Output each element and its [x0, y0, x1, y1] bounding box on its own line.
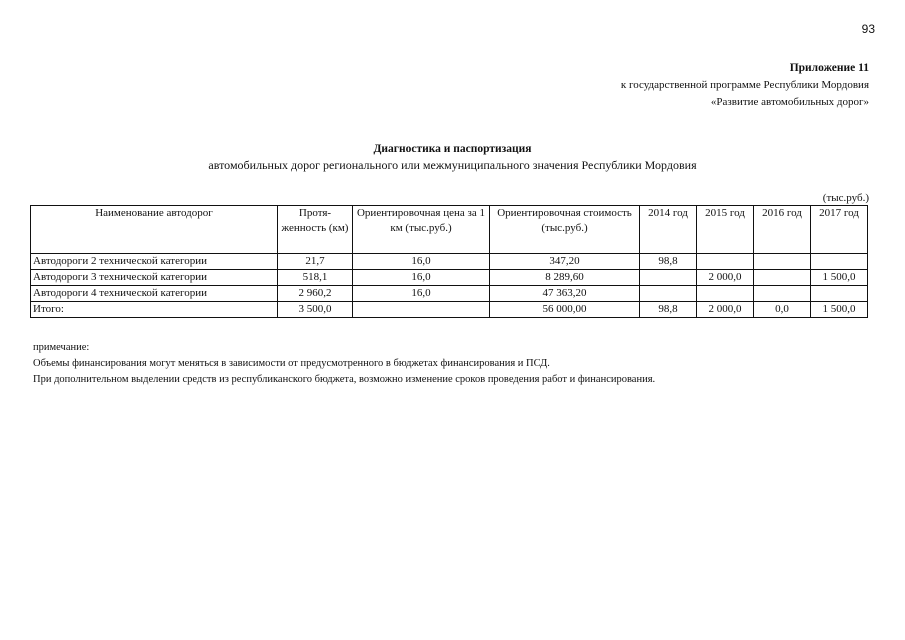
- cell-2015: 2 000,0: [697, 270, 754, 286]
- header-2016: 2016 год: [754, 206, 811, 254]
- cell-cost: 347,20: [490, 254, 640, 270]
- cell-2016: [754, 254, 811, 270]
- cell-cost: 8 289,60: [490, 270, 640, 286]
- table-row: [31, 254, 868, 270]
- cell-2014: 98,8: [640, 302, 697, 318]
- header-name: Наименование автодорог: [31, 206, 278, 254]
- appendix-title: Приложение 11: [789, 62, 869, 74]
- cell-price: 16,0: [353, 286, 490, 302]
- cell-2014: 98,8: [640, 254, 697, 270]
- table-header-row: [31, 206, 868, 254]
- notes-line-2: При дополнительном выделении средств из республиканского бюджета, возможно изменение сроков проведения работ и финансирования.: [33, 374, 656, 385]
- page-number: 93: [861, 22, 875, 36]
- notes-label: примечание:: [33, 342, 90, 353]
- table-row: [31, 270, 868, 286]
- header-2017: 2017 год: [811, 206, 868, 254]
- cell-name: Автодороги 2 технической категории: [31, 254, 278, 270]
- cell-2016: [754, 286, 811, 302]
- cell-2015: [697, 254, 754, 270]
- cell-2017: [811, 254, 868, 270]
- title-main: Диагностика и паспортизация: [373, 143, 532, 155]
- cell-cost: 56 000,00: [490, 302, 640, 318]
- notes: [33, 340, 655, 388]
- cell-2015: 2 000,0: [697, 302, 754, 318]
- cell-2017: 1 500,0: [811, 270, 868, 286]
- cell-length: 21,7: [278, 254, 353, 270]
- cell-name: Итого:: [31, 302, 278, 318]
- cell-length: 518,1: [278, 270, 353, 286]
- data-table: [30, 205, 868, 318]
- notes-line-1: Объемы финансирования могут меняться в зависимости от предусмотренного в бюджетах финансирования и ПСД.: [33, 358, 550, 369]
- header-2015: 2015 год: [697, 206, 754, 254]
- cell-price: 16,0: [353, 270, 490, 286]
- document-title: [0, 141, 905, 173]
- units-label: (тыс.руб.): [822, 192, 869, 204]
- cell-length: 3 500,0: [278, 302, 353, 318]
- cell-2014: [640, 270, 697, 286]
- header-price-per-km: Ориентировочная цена за 1 км (тыс.руб.): [353, 206, 490, 254]
- cell-2014: [640, 286, 697, 302]
- table-row: [31, 286, 868, 302]
- cell-name: Автодороги 4 технической категории: [31, 286, 278, 302]
- cell-2017: 1 500,0: [811, 302, 868, 318]
- cell-length: 2 960,2: [278, 286, 353, 302]
- cell-2015: [697, 286, 754, 302]
- title-sub: автомобильных дорог регионального или межмуниципального значения Республики Мордовия: [208, 158, 697, 172]
- cell-price: [353, 302, 490, 318]
- appendix-header: [621, 60, 869, 111]
- cell-2017: [811, 286, 868, 302]
- appendix-line-1: к государственной программе Республики Мордовия: [620, 79, 869, 91]
- cell-2016: [754, 270, 811, 286]
- cell-name: Автодороги 3 технической категории: [31, 270, 278, 286]
- cell-cost: 47 363,20: [490, 286, 640, 302]
- header-2014: 2014 год: [640, 206, 697, 254]
- header-total-cost: Ориентировочная стоимость (тыс.руб.): [490, 206, 640, 254]
- appendix-line-2: «Развитие автомобильных дорог»: [710, 96, 869, 108]
- header-length: Протя-женность (км): [278, 206, 353, 254]
- cell-2016: 0,0: [754, 302, 811, 318]
- cell-price: 16,0: [353, 254, 490, 270]
- table-total-row: [31, 302, 868, 318]
